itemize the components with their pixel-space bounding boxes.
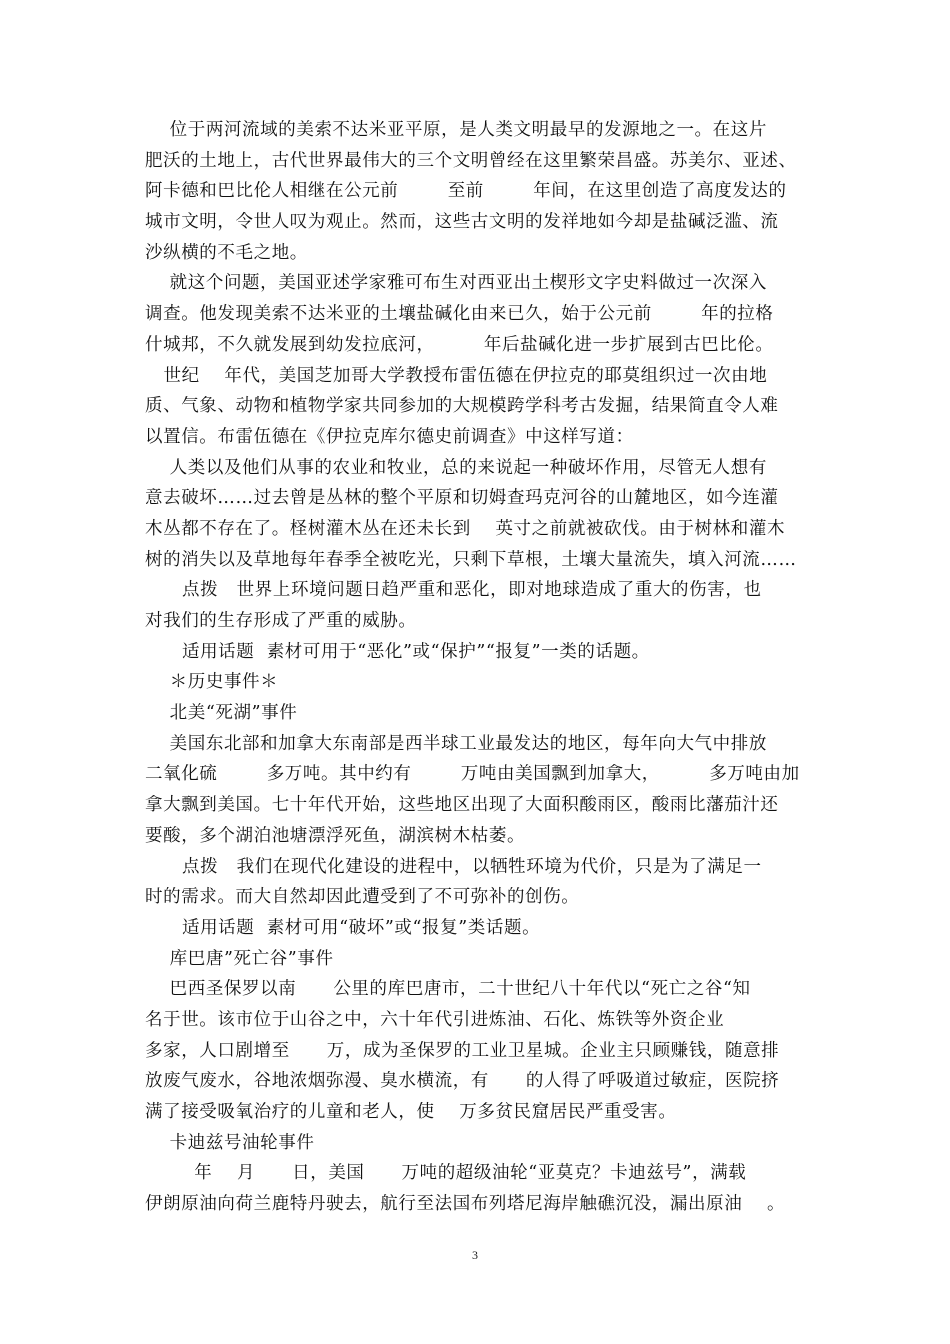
text-line: 点拨 世界上环境问题日趋严重和恶化，即对地球造成了重大的伤害，也 <box>145 580 762 601</box>
text-line: 要酸，多个湖泊池塘漂浮死鱼，湖滨树木枯萎。 <box>145 825 526 846</box>
text-line: 适用话题 素材可用于“恶化”或“保护”“报复”一类的话题。 <box>145 641 650 662</box>
text-line: 什城邦，不久就发展到幼发拉底河， 年后盐碱化进一步扩展到古巴比伦。 <box>145 334 774 355</box>
text-line: 质、气象、动物和植物学家共同参加的大规模跨学科考古发掘，结果简直令人难 <box>145 396 779 417</box>
text-line: 拿大飘到美国。七十年代开始，这些地区出现了大面积酸雨区，酸雨比藩茄汁还 <box>145 795 779 816</box>
text-line: 多家，人口剧增至 万，成为圣保罗的工业卫星城。企业主只顾赚钱，随意排 <box>145 1040 780 1061</box>
text-line: 伊朗原油向荷兰鹿特丹驶去，航行至法国布列塔尼海岸触礁沉没，漏出原油 。 <box>145 1194 786 1215</box>
text-line: 人类以及他们从事的农业和牧业，总的来说起一种破坏作用，尽管无人想有 <box>145 457 767 478</box>
text-line: 满了接受吸氧治疗的儿童和老人，使 万多贫民窟居民严重受害。 <box>145 1102 677 1122</box>
text-line: 肥沃的土地上，古代世界最伟大的三个文明曾经在这里繁荣昌盛。苏美尔、亚述、 <box>145 150 797 171</box>
text-line: 时的需求。而大自然却因此遭受到了不可弥补的创伤。 <box>145 887 580 908</box>
text-line: 就这个问题，美国亚述学家雅可布生对西亚出土楔形文字史料做过一次深入 <box>145 273 767 294</box>
text-line: 意去破坏……过去曾是丛林的整个平原和切姆查玛克河谷的山麓地区，如今连灌 <box>145 488 779 509</box>
page-number: 3 <box>472 1248 478 1262</box>
text-line: 年 月 日，美国 万吨的超级油轮“亚莫克？卡迪兹号”，满载 <box>145 1163 747 1184</box>
text-line: ＊历史事件＊ <box>145 672 279 693</box>
text-line: 卡迪兹号油轮事件 <box>145 1132 315 1153</box>
text-line: 城市文明，令世人叹为观止。然而，这些古文明的发祥地如今却是盐碱泛滥、流 <box>145 212 779 233</box>
text-line: 巴西圣保罗以南 公里的库巴唐市，二十世纪八十年代以“死亡之谷“知 <box>145 979 751 1000</box>
text-line: 名于世。该市位于山谷之中，六十年代引进炼油、石化、炼铁等外资企业 <box>145 1009 725 1030</box>
text-line: 美国东北部和加拿大东南部是西半球工业最发达的地区，每年向大气中排放 <box>145 733 767 754</box>
text-line: 树的消失以及草地每年春季全被吃光，只剩下草根，土壤大量流失，填入河流…… <box>145 549 797 570</box>
body-text <box>145 115 810 1220</box>
text-line: 以置信。布雷伍德在《伊拉克库尔德史前调查》中这样写道： <box>145 426 634 447</box>
text-line: 位于两河流域的美索不达米亚平原，是人类文明最早的发源地之一。在这片 <box>145 120 767 140</box>
text-line: 对我们的生存形成了严重的威胁。 <box>145 611 417 631</box>
text-line: 阿卡德和巴比伦人相继在公元前 至前 年间，在这里创造了高度发达的 <box>145 181 787 202</box>
text-line: 调查。他发现美索不达米亚的土壤盐碱化由来已久，始于公元前 年的拉格 <box>145 304 774 325</box>
text-line: 适用话题 素材可用“破坏”或“报复”类话题。 <box>145 917 541 938</box>
text-line: 放废气废水，谷地浓烟弥漫、臭水横流，有 的人得了呼吸道过敏症，医院挤 <box>145 1071 780 1092</box>
text-line: 木丛都不存在了。柽树灌木丛在还未长到 英寸之前就被砍伐。由于树林和灌木 <box>145 518 786 539</box>
text-line: 点拨 我们在现代化建设的进程中，以牺牲环境为代价，只是为了满足一 <box>145 856 762 877</box>
text-line: 库巴唐”死亡谷”事件 <box>145 948 334 969</box>
text-line: 北美“死湖”事件 <box>145 703 298 724</box>
text-line: 二氧化硫 多万吨。其中约有 万吨由美国飘到加拿大， 多万吨由加 <box>145 764 800 785</box>
text-line: 沙纵横的不毛之地。 <box>145 242 308 263</box>
text-line: 世纪 年代，美国芝加哥大学教授布雷伍德在伊拉克的耶莫组织过一次由地 <box>145 365 768 386</box>
